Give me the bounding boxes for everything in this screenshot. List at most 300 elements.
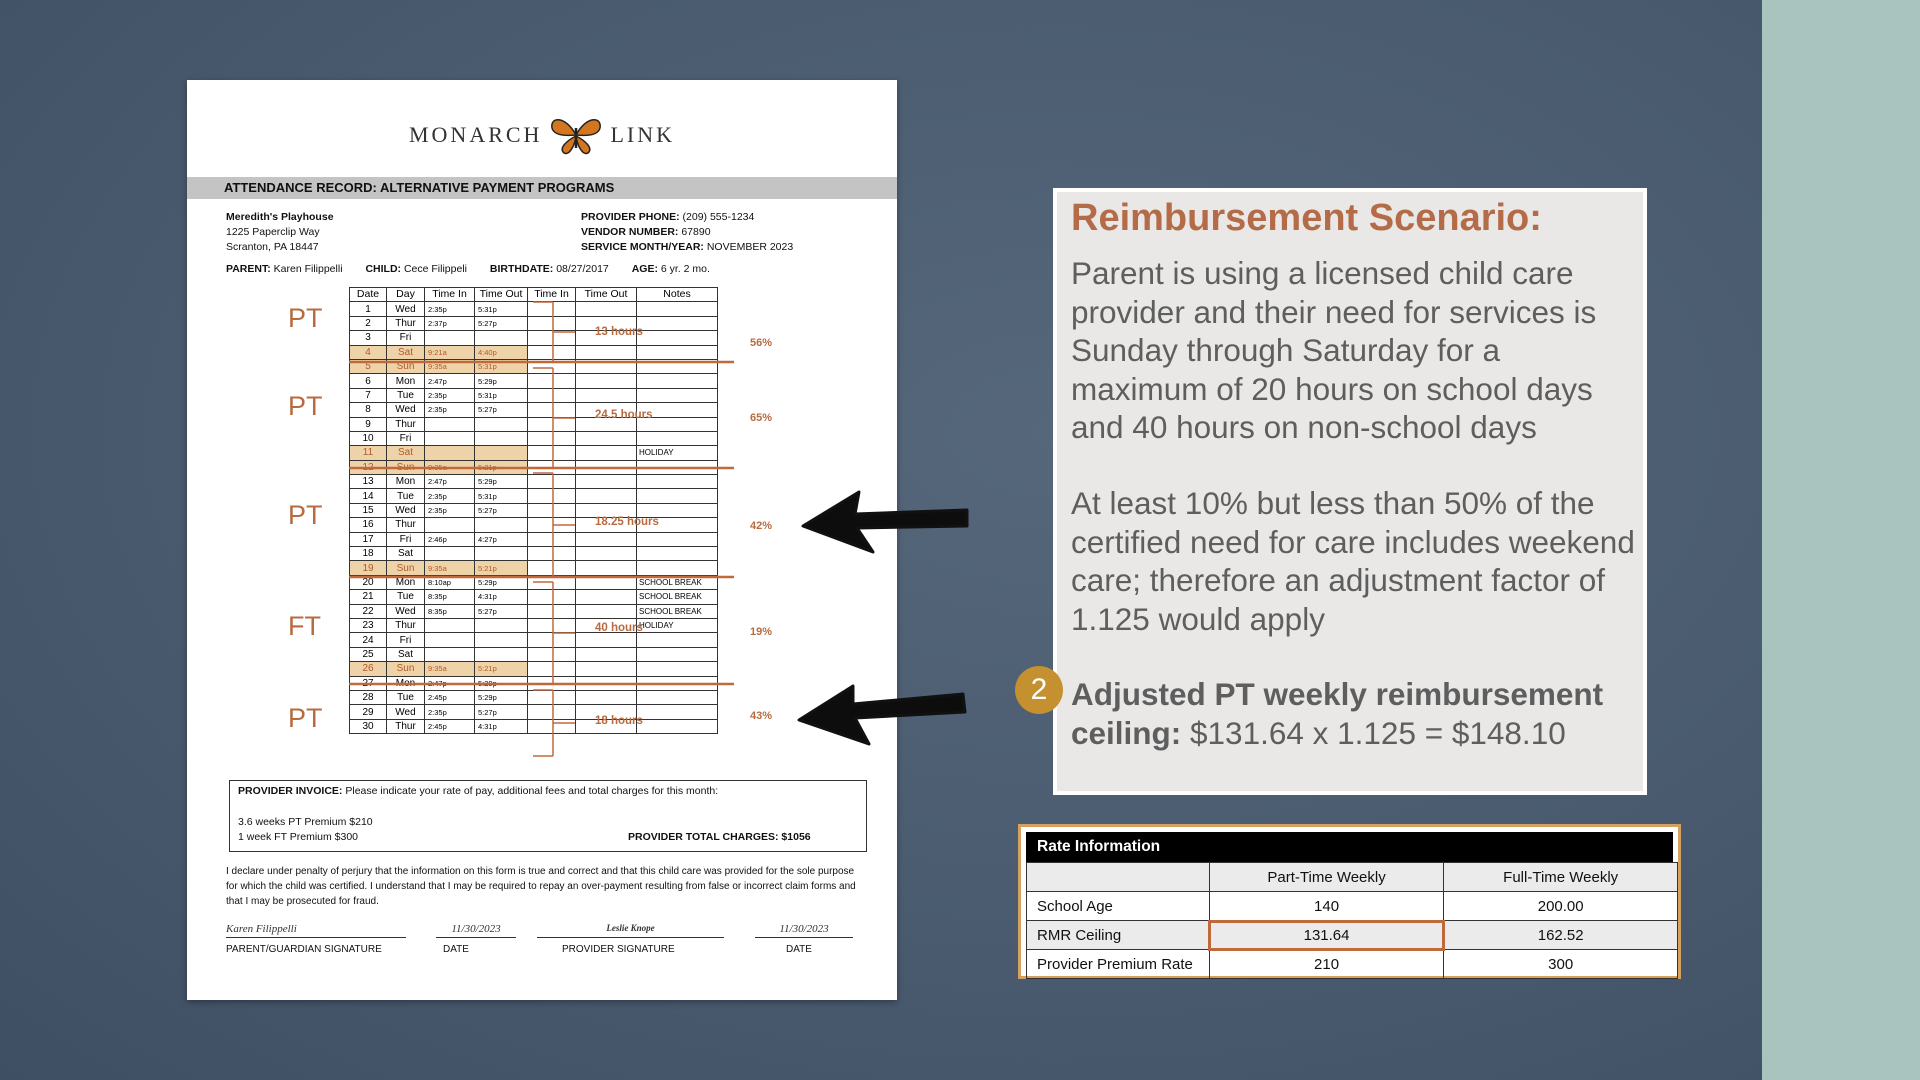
attendance-time-in-2 (528, 475, 576, 489)
child-info-line (226, 263, 730, 275)
provider-phone: (209) 555-1234 (682, 211, 755, 223)
attendance-time-in-2 (528, 604, 576, 618)
address-line-1: 1225 Paperclip Way (226, 226, 320, 238)
service-label: SERVICE MONTH/YEAR: (581, 241, 704, 253)
parent-signature: Karen Filippelli (226, 923, 406, 938)
attendance-time-in: 2:46p (425, 532, 475, 546)
attendance-time-out: 5:31p (475, 359, 528, 373)
child-label: CHILD: (365, 263, 402, 275)
attendance-time-in (425, 431, 475, 445)
perjury-declaration: I declare under penalty of perjury that the information on this form is true and correct and that this child care was provided for the sole purpose for which the child was certified. I understand that I may be required to repay an over-payment resulting from false or incorrect claim forms and that I may be prosecuted for fraud. (226, 866, 856, 907)
attendance-day: Tue (387, 590, 425, 604)
attendance-row (350, 633, 718, 647)
attendance-row (350, 374, 718, 388)
attendance-time-out: 5:29p (475, 676, 528, 690)
invoice-label: PROVIDER INVOICE: (238, 785, 343, 797)
attendance-time-in: 9:35a (425, 662, 475, 676)
attendance-time-out: 4:31p (475, 719, 528, 733)
parent-label: PARENT: (226, 263, 271, 275)
week-hours: 40 hours (595, 622, 643, 634)
attendance-time-in (425, 518, 475, 532)
attendance-date: 30 (350, 719, 387, 733)
attendance-time-out-2 (576, 345, 637, 359)
attendance-time-in: 2:35p (425, 503, 475, 517)
attendance-time-in (425, 633, 475, 647)
attendance-note (637, 647, 718, 661)
attendance-time-out: 5:27p (475, 604, 528, 618)
attendance-note: HOLIDAY (637, 618, 718, 632)
attendance-time-in (425, 417, 475, 431)
attendance-time-out: 5:29p (475, 690, 528, 704)
parent-name: Karen Filippelli (273, 263, 343, 275)
attendance-time-in-2 (528, 618, 576, 632)
attendance-time-in-2 (528, 647, 576, 661)
attendance-time-out-2 (576, 590, 637, 604)
attendance-date: 13 (350, 475, 387, 489)
child-name: Cece Filippeli (403, 263, 467, 275)
attendance-row (350, 359, 718, 373)
attendance-note (637, 374, 718, 388)
attendance-time-out-2 (576, 359, 637, 373)
attendance-row (350, 489, 718, 503)
attendance-note (637, 719, 718, 733)
invoice-line-1: 3.6 weeks PT Premium $210 (238, 816, 373, 828)
attendance-time-out: 5:27p (475, 503, 528, 517)
attendance-row (350, 331, 718, 345)
week-type-label: PT (288, 303, 323, 333)
attendance-time-out: 5:27p (475, 403, 528, 417)
col-header: Time Out (475, 288, 528, 302)
attendance-row (350, 547, 718, 561)
attendance-note (637, 316, 718, 330)
attendance-time-in (425, 331, 475, 345)
week-type-label: FT (288, 611, 321, 641)
attendance-time-in-2 (528, 417, 576, 431)
attendance-day: Thur (387, 719, 425, 733)
butterfly-icon (548, 114, 604, 156)
attendance-note (637, 489, 718, 503)
attendance-time-in-2 (528, 446, 576, 460)
attendance-time-out-2 (576, 676, 637, 690)
scenario-paragraph-weekend: At least 10% but less than 50% of the certified need for care includes weekend care; therefore an adjustment factor of 1.125 would apply (1071, 485, 1635, 637)
arrow-left-icon (795, 488, 970, 560)
attendance-row (350, 705, 718, 719)
attendance-time-out-2 (576, 633, 637, 647)
attendance-day: Fri (387, 431, 425, 445)
invoice-instructions: Please indicate your rate of pay, additional fees and total charges for this month: (345, 785, 719, 797)
attendance-time-in-2 (528, 633, 576, 647)
attendance-time-out-2 (576, 489, 637, 503)
attendance-row (350, 662, 718, 676)
attendance-time-in-2 (528, 316, 576, 330)
week-hours: 24.5 hours (595, 409, 653, 421)
attendance-time-out-2 (576, 561, 637, 575)
attendance-note (637, 547, 718, 561)
attendance-time-out-2 (576, 302, 637, 316)
attendance-day: Tue (387, 388, 425, 402)
attendance-day: Sun (387, 561, 425, 575)
rate-header-row (1027, 863, 1678, 892)
attendance-note (637, 705, 718, 719)
attendance-date: 4 (350, 345, 387, 359)
date-label: DATE (786, 944, 812, 955)
attendance-time-out: 4:31p (475, 590, 528, 604)
rate-ft-value: 300 (1444, 950, 1678, 979)
attendance-date: 3 (350, 331, 387, 345)
rate-col-header: Part-Time Weekly (1209, 863, 1444, 892)
attendance-time-out: 5:31p (475, 302, 528, 316)
attendance-date: 1 (350, 302, 387, 316)
attendance-date: 23 (350, 618, 387, 632)
attendance-time-in: 2:35p (425, 388, 475, 402)
attendance-note (637, 532, 718, 546)
attendance-row (350, 518, 718, 532)
attendance-date: 24 (350, 633, 387, 647)
attendance-time-in-2 (528, 690, 576, 704)
scenario-title: Reimbursement Scenario: (1071, 197, 1542, 239)
attendance-row (350, 618, 718, 632)
age-label: AGE: (631, 263, 658, 275)
attendance-time-in: 2:35p (425, 403, 475, 417)
rate-row-label: Provider Premium Rate (1027, 950, 1210, 979)
attendance-time-in (425, 446, 475, 460)
attendance-time-in: 2:35p (425, 489, 475, 503)
parent-signature-date: 11/30/2023 (436, 923, 516, 938)
col-header: Notes (637, 288, 718, 302)
attendance-time-out: 5:29p (475, 475, 528, 489)
attendance-date: 2 (350, 316, 387, 330)
attendance-note (637, 431, 718, 445)
attendance-date: 27 (350, 676, 387, 690)
ceiling-calculation: $131.64 x 1.125 = $148.10 (1181, 714, 1566, 751)
attendance-time-in-2 (528, 532, 576, 546)
monarch-link-logo (187, 110, 897, 160)
attendance-time-in-2 (528, 547, 576, 561)
attendance-time-out-2 (576, 532, 637, 546)
attendance-time-in-2 (528, 676, 576, 690)
attendance-time-out (475, 331, 528, 345)
attendance-day: Sun (387, 662, 425, 676)
week-hours: 18.25 hours (595, 516, 659, 528)
attendance-date: 12 (350, 460, 387, 474)
attendance-time-out-2 (576, 690, 637, 704)
attendance-row (350, 388, 718, 402)
attendance-time-in: 2:47p (425, 374, 475, 388)
attendance-row (350, 417, 718, 431)
attendance-time-out: 5:27p (475, 705, 528, 719)
attendance-row (350, 719, 718, 733)
attendance-sheet (187, 80, 897, 1000)
attendance-time-in-2 (528, 388, 576, 402)
attendance-time-in (425, 647, 475, 661)
arrow-left-icon (793, 682, 968, 754)
attendance-date: 17 (350, 532, 387, 546)
attendance-time-out-2 (576, 604, 637, 618)
attendance-date: 10 (350, 431, 387, 445)
parent-signature-label: PARENT/GUARDIAN SIGNATURE (226, 944, 382, 955)
attendance-time-out (475, 618, 528, 632)
attendance-time-out (475, 518, 528, 532)
attendance-date: 16 (350, 518, 387, 532)
attendance-day: Tue (387, 690, 425, 704)
attendance-date: 5 (350, 359, 387, 373)
rate-row (1027, 950, 1678, 979)
attendance-time-in: 8:10ap (425, 575, 475, 589)
attendance-time-out (475, 647, 528, 661)
attendance-note (637, 676, 718, 690)
attendance-time-in-2 (528, 575, 576, 589)
attendance-time-in (425, 547, 475, 561)
birthdate-label: BIRTHDATE: (489, 263, 554, 275)
attendance-time-out-2 (576, 647, 637, 661)
attendance-day: Sat (387, 345, 425, 359)
col-header: Time In (528, 288, 576, 302)
attendance-row (350, 647, 718, 661)
attendance-day: Thur (387, 618, 425, 632)
attendance-note (637, 302, 718, 316)
attendance-time-out-2 (576, 388, 637, 402)
attendance-time-in-2 (528, 719, 576, 733)
attendance-date: 15 (350, 503, 387, 517)
attendance-date: 26 (350, 662, 387, 676)
rate-table-title: Rate Information (1026, 832, 1673, 862)
vendor-number: 67890 (681, 226, 711, 238)
attendance-time-in-2 (528, 503, 576, 517)
attendance-note: SCHOOL BREAK (637, 590, 718, 604)
attendance-note (637, 633, 718, 647)
attendance-row (350, 446, 718, 460)
rate-ft-value: 162.52 (1444, 921, 1678, 950)
attendance-day: Wed (387, 604, 425, 618)
attendance-date: 22 (350, 604, 387, 618)
attendance-time-out: 5:27p (475, 316, 528, 330)
attendance-time-in-2 (528, 359, 576, 373)
attendance-day: Sat (387, 547, 425, 561)
attendance-time-out (475, 446, 528, 460)
attendance-row (350, 316, 718, 330)
date-label: DATE (443, 944, 469, 955)
sheet-title: ATTENDANCE RECORD: ALTERNATIVE PAYMENT PROGRAMS (187, 177, 897, 199)
week-hours: 18 hours (595, 715, 643, 727)
rate-row-label: School Age (1027, 892, 1210, 921)
attendance-time-out (475, 633, 528, 647)
rate-row (1027, 921, 1678, 950)
provider-name: Meredith's Playhouse (226, 211, 334, 223)
col-header: Time In (425, 288, 475, 302)
attendance-time-out: 5:31p (475, 489, 528, 503)
attendance-row (350, 676, 718, 690)
col-header: Time Out (576, 288, 637, 302)
attendance-day: Mon (387, 475, 425, 489)
attendance-day: Sat (387, 647, 425, 661)
attendance-day: Wed (387, 302, 425, 316)
scenario-paragraph-need: Parent is using a licensed child care provider and their need for services is Sunday through Saturday for a maximum of 20 hours on school days and 40 hours on non-school days (1071, 255, 1597, 445)
age: 6 yr. 2 mo. (660, 263, 710, 275)
attendance-note (637, 359, 718, 373)
attendance-time-out-2 (576, 475, 637, 489)
attendance-time-in: 2:47p (425, 676, 475, 690)
attendance-note (637, 331, 718, 345)
attendance-date: 14 (350, 489, 387, 503)
attendance-time-out (475, 431, 528, 445)
provider-address-block (226, 210, 334, 255)
address-line-2: Scranton, PA 18447 (226, 241, 319, 253)
attendance-time-in-2 (528, 705, 576, 719)
attendance-note (637, 662, 718, 676)
provider-signature-label: PROVIDER SIGNATURE (562, 944, 675, 955)
side-panel (1762, 0, 1920, 1080)
attendance-day: Wed (387, 503, 425, 517)
attendance-date: 21 (350, 590, 387, 604)
attendance-row (350, 590, 718, 604)
attendance-time-in-2 (528, 561, 576, 575)
attendance-time-in: 2:47p (425, 475, 475, 489)
reimbursement-scenario-box (1053, 188, 1647, 795)
attendance-time-out: 4:27p (475, 532, 528, 546)
attendance-table (349, 287, 718, 734)
attendance-day: Sun (387, 359, 425, 373)
weekend-percent: 42% (750, 520, 773, 532)
scenario-paragraph-ceiling (1071, 675, 1641, 752)
attendance-day: Tue (387, 489, 425, 503)
attendance-time-in: 2:37p (425, 316, 475, 330)
attendance-day: Wed (387, 403, 425, 417)
attendance-time-out-2 (576, 374, 637, 388)
attendance-row (350, 690, 718, 704)
attendance-time-in: 9:35a (425, 460, 475, 474)
week-type-label: PT (288, 391, 323, 421)
attendance-note: SCHOOL BREAK (637, 604, 718, 618)
attendance-row (350, 604, 718, 618)
attendance-note (637, 561, 718, 575)
rate-col-header: Full-Time Weekly (1444, 863, 1678, 892)
vendor-label: VENDOR NUMBER: (581, 226, 679, 238)
attendance-time-in-2 (528, 518, 576, 532)
attendance-time-in-2 (528, 662, 576, 676)
attendance-time-in: 2:45p (425, 690, 475, 704)
attendance-time-out: 5:29p (475, 575, 528, 589)
rate-pt-value: 140 (1209, 892, 1444, 921)
invoice-line-2: 1 week FT Premium $300 (238, 831, 359, 843)
attendance-time-in-2 (528, 489, 576, 503)
attendance-row (350, 561, 718, 575)
col-header: Day (387, 288, 425, 302)
attendance-day: Thur (387, 316, 425, 330)
attendance-row (350, 503, 718, 517)
rate-grid (1026, 862, 1678, 979)
rate-pt-value: 210 (1209, 950, 1444, 979)
attendance-row (350, 475, 718, 489)
attendance-time-in: 9:35a (425, 359, 475, 373)
attendance-time-out: 5:29p (475, 374, 528, 388)
attendance-time-out-2 (576, 446, 637, 460)
attendance-time-in: 2:45p (425, 719, 475, 733)
attendance-time-in: 2:35p (425, 302, 475, 316)
attendance-row (350, 345, 718, 359)
attendance-day: Fri (387, 633, 425, 647)
weekend-percent: 56% (750, 337, 773, 349)
weekend-percent: 65% (750, 412, 773, 424)
attendance-day: Fri (387, 532, 425, 546)
rate-col-header (1027, 863, 1210, 892)
attendance-date: 18 (350, 547, 387, 561)
attendance-day: Thur (387, 518, 425, 532)
attendance-row (350, 575, 718, 589)
attendance-row (350, 302, 718, 316)
attendance-row (350, 532, 718, 546)
provider-signature-date: 11/30/2023 (755, 923, 853, 938)
logo-text-right: LINK (610, 122, 675, 147)
attendance-time-in-2 (528, 374, 576, 388)
attendance-note (637, 690, 718, 704)
attendance-date: 20 (350, 575, 387, 589)
attendance-time-out: 5:21p (475, 561, 528, 575)
attendance-note (637, 345, 718, 359)
attendance-date: 8 (350, 403, 387, 417)
attendance-time-out-2 (576, 547, 637, 561)
attendance-row (350, 460, 718, 474)
attendance-header-row (350, 288, 718, 302)
attendance-date: 6 (350, 374, 387, 388)
attendance-time-in (425, 618, 475, 632)
ceiling-label: Adjusted PT weekly reimbursement ceiling: (1071, 676, 1604, 751)
attendance-note (637, 388, 718, 402)
attendance-time-out-2 (576, 460, 637, 474)
col-header: Date (350, 288, 387, 302)
service-month: NOVEMBER 2023 (706, 241, 794, 253)
attendance-time-in: 8:35p (425, 604, 475, 618)
logo-text-left: MONARCH (408, 122, 543, 147)
attendance-time-in-2 (528, 590, 576, 604)
birthdate: 08/27/2017 (556, 263, 609, 275)
week-type-label: PT (288, 500, 323, 530)
attendance-time-in-2 (528, 431, 576, 445)
week-type-label: PT (288, 703, 323, 733)
attendance-date: 25 (350, 647, 387, 661)
attendance-time-in-2 (528, 302, 576, 316)
attendance-date: 9 (350, 417, 387, 431)
attendance-time-out (475, 547, 528, 561)
attendance-time-in: 2:35p (425, 705, 475, 719)
attendance-date: 7 (350, 388, 387, 402)
attendance-time-out: 4:40p (475, 345, 528, 359)
attendance-time-out-2 (576, 662, 637, 676)
provider-invoice (229, 780, 867, 852)
attendance-day: Fri (387, 331, 425, 345)
attendance-day: Sun (387, 460, 425, 474)
attendance-date: 19 (350, 561, 387, 575)
attendance-note (637, 475, 718, 489)
attendance-time-out (475, 417, 528, 431)
attendance-time-out: 5:31p (475, 388, 528, 402)
attendance-note (637, 460, 718, 474)
rate-ft-value: 200.00 (1444, 892, 1678, 921)
attendance-time-in-2 (528, 403, 576, 417)
attendance-row (350, 431, 718, 445)
provider-contact-block (581, 210, 793, 255)
weekend-percent: 43% (750, 710, 773, 722)
attendance-date: 28 (350, 690, 387, 704)
rmr-ceiling-pt-value: 131.64 (1209, 921, 1444, 950)
phone-label: PROVIDER PHONE: (581, 211, 680, 223)
attendance-date: 11 (350, 446, 387, 460)
rate-information-table (1018, 824, 1681, 979)
attendance-note: SCHOOL BREAK (637, 575, 718, 589)
attendance-day: Wed (387, 705, 425, 719)
rate-row (1027, 892, 1678, 921)
attendance-time-out: 5:21p (475, 662, 528, 676)
week-hours: 13 hours (595, 326, 643, 338)
